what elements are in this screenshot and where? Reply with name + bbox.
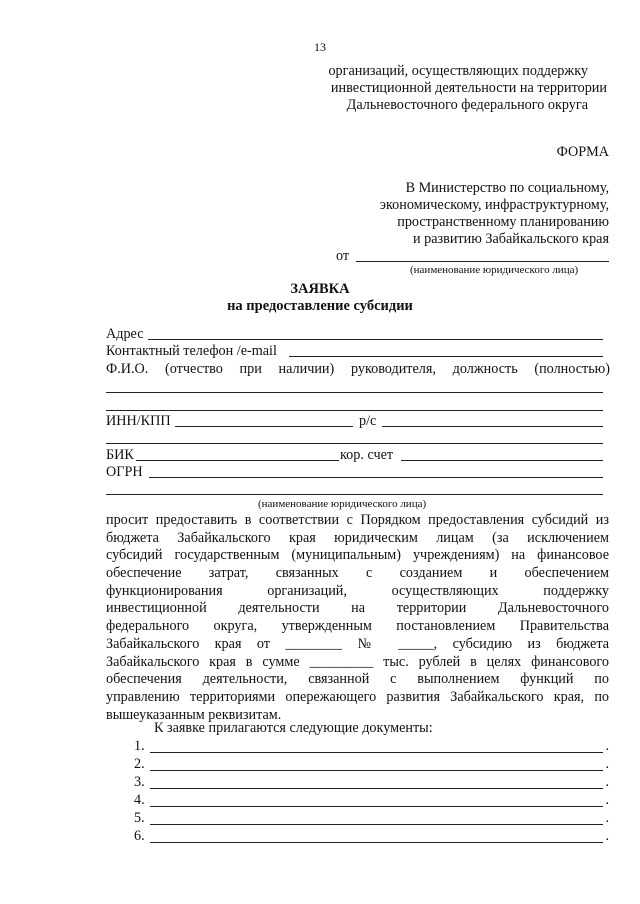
document-field[interactable]	[150, 806, 603, 807]
from-org-line[interactable]	[356, 261, 609, 262]
from-label: от	[336, 248, 350, 264]
document-item	[106, 738, 609, 755]
document-number: 3.	[134, 774, 145, 790]
document-number: 2.	[134, 756, 145, 772]
phone-label: Контактный телефон /e-mail	[106, 343, 277, 359]
request-line: обеспечения деятельности, связанной с выполнением функций по	[106, 671, 609, 688]
kor-field[interactable]	[401, 460, 603, 461]
request-line: вышеуказанным реквизитам.	[106, 706, 282, 723]
rs-label: р/с	[359, 413, 377, 429]
document-field[interactable]	[150, 752, 603, 753]
request-line: субсидий государственным (муниципальным) учреждениям) на финансовое	[106, 547, 609, 564]
document-terminator: .	[605, 738, 609, 754]
document-item	[106, 774, 609, 791]
request-line: функционирования организаций, осуществляющих поддержку	[106, 582, 609, 599]
document-terminator: .	[605, 792, 609, 808]
addressee-line-3: пространственному планированию	[397, 214, 609, 230]
rs-field[interactable]	[382, 426, 603, 427]
inn-label: ИНН/КПП	[106, 413, 171, 429]
document-number: 1.	[134, 738, 145, 754]
document-item	[106, 792, 609, 809]
fio-label: Ф.И.О. (отчество при наличии) руководителя, должность (полностью)	[106, 361, 610, 377]
document-terminator: .	[605, 828, 609, 844]
request-line: федерального округа, утвержденным постановлением Правительства	[106, 618, 609, 635]
request-line: Забайкальского края в сумме _________ тыс. рублей в целях финансового	[106, 653, 609, 670]
address-label: Адрес	[106, 326, 144, 342]
ogrn-field[interactable]	[149, 477, 603, 478]
document-item	[106, 756, 609, 773]
document-terminator: .	[605, 810, 609, 826]
request-line: бюджета Забайкальского края юридическим лицам (за исключением	[106, 529, 609, 546]
request-paragraph	[106, 512, 609, 724]
org-name-field[interactable]	[106, 494, 603, 495]
document-field[interactable]	[150, 788, 603, 789]
phone-field[interactable]	[289, 356, 603, 357]
fio-field-1[interactable]	[106, 392, 603, 393]
kor-label: кор. счет	[340, 447, 394, 463]
document-field[interactable]	[150, 842, 603, 843]
ogrn-label: ОГРН	[106, 464, 143, 480]
doc-subtitle: на предоставление субсидии	[227, 298, 413, 314]
document-terminator: .	[605, 774, 609, 790]
document-field[interactable]	[150, 770, 603, 771]
request-line: просит предоставить в соответствии с Порядком предоставления субсидий из	[106, 512, 609, 528]
fio-field-2[interactable]	[106, 410, 603, 411]
from-caption: (наименование юридического лица)	[410, 264, 579, 276]
header-line-3: Дальневосточного федерального округа	[346, 97, 588, 113]
org-caption: (наименование юридического лица)	[258, 498, 427, 510]
documents-intro: К заявке прилагаются следующие документы:	[154, 720, 433, 736]
request-line: Забайкальского края от ________ № _____, субсидию из бюджета	[106, 635, 609, 652]
request-line: инвестиционной деятельности на территории Дальневосточного	[106, 600, 609, 617]
document-field[interactable]	[150, 824, 603, 825]
document-item	[106, 828, 609, 845]
document-item	[106, 810, 609, 827]
form-label: ФОРМА	[556, 144, 609, 160]
request-line: управлению территориями опережающего развития Забайкальского края, по	[106, 688, 609, 705]
header-line-1: организаций, осуществляющих поддержку	[328, 63, 588, 79]
document-number: 5.	[134, 810, 145, 826]
header-line-2: инвестиционной деятельности на территории	[330, 80, 607, 96]
document-terminator: .	[605, 756, 609, 772]
doc-title: ЗАЯВКА	[290, 281, 350, 297]
page-number: 13	[314, 40, 326, 54]
address-field[interactable]	[148, 339, 603, 340]
requisites-extra-line[interactable]	[106, 443, 603, 444]
addressee-line-1: В Министерство по социальному,	[405, 180, 609, 196]
addressee-line-2: экономическому, инфраструктурному,	[379, 197, 609, 213]
document-number: 4.	[134, 792, 145, 808]
inn-field[interactable]	[175, 426, 353, 427]
document-number: 6.	[134, 828, 145, 844]
request-line: обеспечение затрат, связанных с созданием и обеспечением	[106, 565, 609, 582]
bik-field[interactable]	[136, 460, 339, 461]
bik-label: БИК	[106, 447, 134, 463]
addressee-line-4: и развитию Забайкальского края	[412, 231, 609, 247]
